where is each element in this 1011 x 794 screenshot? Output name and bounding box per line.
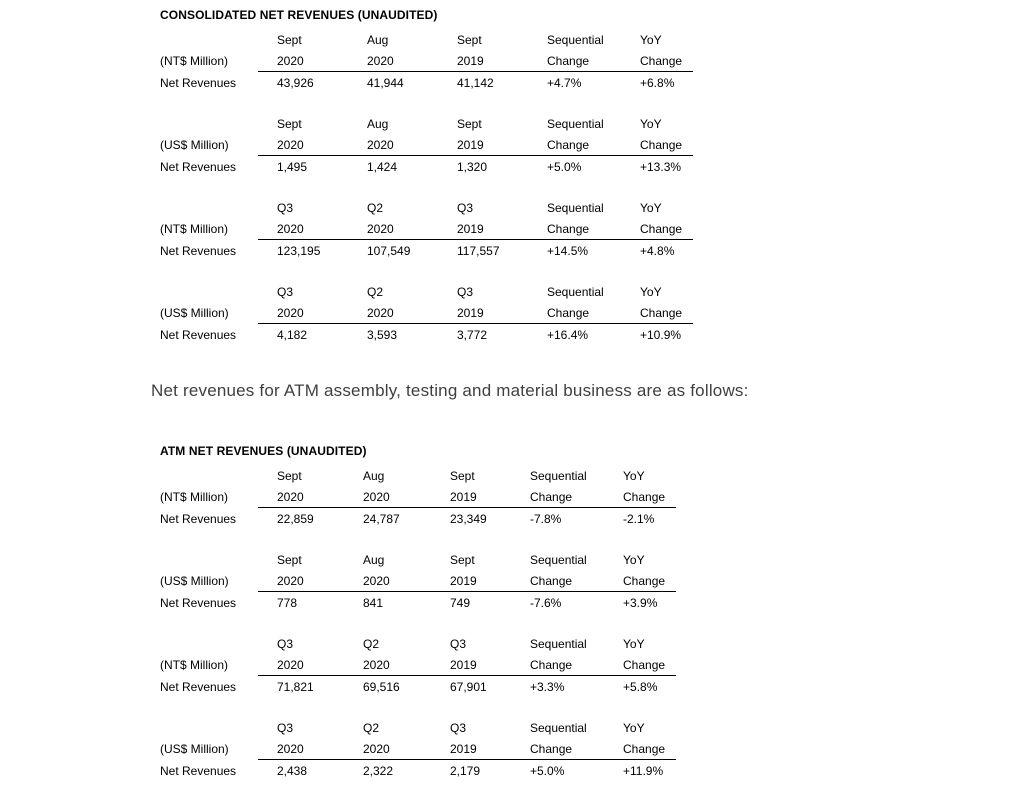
row-label-net-revenues: Net Revenues: [160, 511, 237, 526]
col-header-year: Change: [640, 302, 693, 324]
data-row: [160, 508, 676, 534]
col-header-period: YoY: [640, 200, 662, 215]
year-header-row: [160, 570, 676, 592]
year-header-row: [160, 738, 676, 760]
col-header-period: Sequential: [530, 468, 587, 483]
col-header-period: Q3: [457, 200, 474, 215]
row-label-net-revenues: Net Revenues: [160, 159, 237, 174]
net-revenues-value: 2,322: [363, 764, 394, 778]
col-header-period: Sept: [277, 32, 302, 47]
col-header-period: Q2: [367, 284, 384, 299]
col-header-period: Aug: [363, 468, 385, 483]
col-header-year: 2019: [457, 302, 547, 324]
col-header-period: YoY: [623, 720, 645, 735]
col-header-year: 2019: [457, 134, 547, 156]
net-revenues-value: 1,424: [367, 160, 398, 174]
col-header-year: 2019: [450, 654, 530, 676]
net-revenues-value: +4.8%: [640, 244, 675, 258]
row-label-net-revenues: Net Revenues: [160, 243, 237, 258]
unit-label: (NT$ Million): [160, 221, 229, 236]
row-label-net-revenues: Net Revenues: [160, 595, 237, 610]
col-header-year: 2020: [258, 486, 363, 508]
net-revenues-value: 4,182: [277, 328, 308, 342]
net-revenues-value: 749: [450, 596, 471, 610]
col-header-year: 2020: [363, 654, 450, 676]
net-revenues-value: 123,195: [277, 244, 321, 258]
net-revenues-value: 3,772: [457, 328, 488, 342]
net-revenues-value: 67,901: [450, 680, 487, 694]
revenue-subtable-us-monthly: [160, 549, 676, 617]
col-header-year: 2020: [258, 134, 367, 156]
period-header-row: [160, 29, 693, 50]
col-header-period: Aug: [367, 116, 389, 131]
col-header-year: Change: [530, 570, 623, 592]
net-revenues-value: 1,495: [277, 160, 308, 174]
revenue-subtable-us-monthly: [160, 113, 693, 181]
revenue-subtable-us-quarterly: [160, 281, 693, 349]
unit-label: (NT$ Million): [160, 53, 229, 68]
col-header-period: Q2: [363, 636, 380, 651]
col-header-year: Change: [547, 50, 640, 72]
period-header-row: [160, 281, 693, 302]
net-revenues-value: +3.3%: [530, 680, 565, 694]
year-header-row: [160, 302, 693, 324]
col-header-year: 2020: [258, 302, 367, 324]
col-header-year: Change: [640, 50, 693, 72]
year-header-row: [160, 218, 693, 240]
col-header-period: Q3: [277, 284, 294, 299]
col-header-period: Sequential: [547, 284, 604, 299]
section-title: ATM NET REVENUES (UNAUDITED): [160, 444, 367, 458]
col-header-year: 2020: [258, 570, 363, 592]
net-revenues-value: +5.0%: [530, 764, 565, 778]
section-consolidated: [160, 9, 1011, 349]
net-revenues-value: 69,516: [363, 680, 400, 694]
net-revenues-value: +11.9%: [623, 764, 664, 778]
col-header-year: Change: [547, 302, 640, 324]
col-header-year: 2020: [367, 50, 457, 72]
col-header-period: Q3: [450, 636, 467, 651]
col-header-period: Sept: [450, 468, 475, 483]
col-header-year: 2019: [457, 50, 547, 72]
col-header-year: Change: [623, 570, 676, 592]
col-header-period: Sequential: [547, 200, 604, 215]
intro-paragraph: Net revenues for ATM assembly, testing and material business are as follows:: [151, 381, 749, 400]
period-header-row: [160, 717, 676, 738]
row-label-net-revenues: Net Revenues: [160, 763, 237, 778]
net-revenues-value: -2.1%: [623, 512, 655, 526]
col-header-period: Aug: [363, 552, 385, 567]
period-header-row: [160, 633, 676, 654]
net-revenues-value: 23,349: [450, 512, 487, 526]
col-header-period: YoY: [623, 636, 645, 651]
col-header-year: Change: [547, 134, 640, 156]
revenue-subtable-us-quarterly: [160, 717, 676, 785]
col-header-year: 2020: [258, 738, 363, 760]
col-header-period: Sept: [277, 116, 302, 131]
unit-label: (US$ Million): [160, 741, 229, 756]
net-revenues-value: 41,944: [367, 76, 404, 90]
net-revenues-value: 2,438: [277, 764, 308, 778]
col-header-year: 2020: [363, 738, 450, 760]
col-header-period: Sequential: [547, 32, 604, 47]
col-header-year: 2019: [450, 486, 530, 508]
col-header-year: 2020: [363, 486, 450, 508]
section-title: CONSOLIDATED NET REVENUES (UNAUDITED): [160, 8, 438, 22]
unit-label: (US$ Million): [160, 137, 229, 152]
col-header-year: 2020: [258, 50, 367, 72]
revenue-subtable-nt-quarterly: [160, 197, 693, 265]
col-header-period: Sequential: [547, 116, 604, 131]
col-header-period: Q2: [363, 720, 380, 735]
unit-label: (US$ Million): [160, 573, 229, 588]
data-row: [160, 240, 693, 266]
col-header-period: YoY: [640, 32, 662, 47]
corner-spacer-cell: [160, 281, 258, 302]
col-header-year: Change: [530, 486, 623, 508]
period-header-row: [160, 113, 693, 134]
net-revenues-value: 778: [277, 596, 298, 610]
corner-spacer-cell: [160, 29, 258, 50]
data-row: [160, 592, 676, 618]
net-revenues-value: 41,142: [457, 76, 494, 90]
col-header-period: Q3: [457, 284, 474, 299]
col-header-year: Change: [640, 218, 693, 240]
year-header-row: [160, 654, 676, 676]
net-revenues-value: -7.6%: [530, 596, 562, 610]
data-row: [160, 72, 693, 98]
corner-spacer-cell: [160, 465, 258, 486]
unit-label: (US$ Million): [160, 305, 229, 320]
col-header-year: Change: [530, 654, 623, 676]
corner-spacer-cell: [160, 197, 258, 218]
net-revenues-value: 43,926: [277, 76, 314, 90]
net-revenues-value: 24,787: [363, 512, 400, 526]
corner-spacer-cell: [160, 633, 258, 654]
col-header-period: Sept: [277, 468, 302, 483]
corner-spacer-cell: [160, 717, 258, 738]
col-header-year: 2019: [450, 570, 530, 592]
net-revenues-value: +6.8%: [640, 76, 675, 90]
col-header-year: 2019: [457, 218, 547, 240]
unit-label: (NT$ Million): [160, 657, 229, 672]
corner-spacer-cell: [160, 549, 258, 570]
net-revenues-value: 71,821: [277, 680, 314, 694]
net-revenues-value: 841: [363, 596, 384, 610]
period-header-row: [160, 465, 676, 486]
net-revenues-value: 117,557: [457, 244, 500, 258]
net-revenues-value: +4.7%: [547, 76, 582, 90]
net-revenues-value: -7.8%: [530, 512, 562, 526]
col-header-period: YoY: [640, 116, 662, 131]
net-revenues-value: +10.9%: [640, 328, 682, 342]
net-revenues-value: 2,179: [450, 764, 481, 778]
col-header-year: 2020: [258, 654, 363, 676]
col-header-year: 2020: [258, 218, 367, 240]
col-header-period: Sept: [277, 552, 302, 567]
col-header-year: 2020: [367, 302, 457, 324]
col-header-period: Sept: [457, 116, 482, 131]
col-header-period: YoY: [623, 552, 645, 567]
year-header-row: [160, 134, 693, 156]
revenue-subtable-nt-monthly: [160, 465, 676, 533]
col-header-year: Change: [547, 218, 640, 240]
net-revenues-value: +5.0%: [547, 160, 582, 174]
col-header-year: 2020: [367, 218, 457, 240]
net-revenues-value: +16.4%: [547, 328, 589, 342]
col-header-period: Q3: [450, 720, 467, 735]
col-header-period: Sept: [457, 32, 482, 47]
col-header-year: Change: [623, 654, 676, 676]
year-header-row: [160, 486, 676, 508]
col-header-period: Sequential: [530, 636, 587, 651]
corner-spacer-cell: [160, 113, 258, 134]
row-label-net-revenues: Net Revenues: [160, 679, 237, 694]
year-header-row: [160, 50, 693, 72]
row-label-net-revenues: Net Revenues: [160, 75, 237, 90]
net-revenues-value: 22,859: [277, 512, 314, 526]
col-header-period: Sequential: [530, 552, 587, 567]
data-row: [160, 324, 693, 350]
net-revenues-value: 1,320: [457, 160, 488, 174]
period-header-row: [160, 197, 693, 218]
col-header-period: YoY: [623, 468, 645, 483]
col-header-period: Q3: [277, 636, 294, 651]
net-revenues-value: +3.9%: [623, 596, 658, 610]
data-row: [160, 760, 676, 786]
row-label-net-revenues: Net Revenues: [160, 327, 237, 342]
col-header-period: Aug: [367, 32, 389, 47]
unit-label: (NT$ Million): [160, 489, 229, 504]
col-header-year: Change: [530, 738, 623, 760]
col-header-year: Change: [623, 738, 676, 760]
col-header-period: Q3: [277, 720, 294, 735]
col-header-year: Change: [623, 486, 676, 508]
col-header-period: Q2: [367, 200, 384, 215]
col-header-period: Q3: [277, 200, 294, 215]
revenue-subtable-nt-monthly: [160, 29, 693, 97]
period-header-row: [160, 549, 676, 570]
col-header-year: 2020: [367, 134, 457, 156]
net-revenues-value: +13.3%: [640, 160, 682, 174]
net-revenues-value: 107,549: [367, 244, 411, 258]
revenue-subtable-nt-quarterly: [160, 633, 676, 701]
col-header-period: Sequential: [530, 720, 587, 735]
col-header-year: 2020: [363, 570, 450, 592]
section-atm: [160, 445, 1011, 785]
net-revenues-value: +5.8%: [623, 680, 658, 694]
col-header-year: 2019: [450, 738, 530, 760]
data-row: [160, 156, 693, 182]
data-row: [160, 676, 676, 702]
col-header-year: Change: [640, 134, 693, 156]
net-revenues-value: +14.5%: [547, 244, 589, 258]
col-header-period: Sept: [450, 552, 475, 567]
net-revenues-value: 3,593: [367, 328, 398, 342]
col-header-period: YoY: [640, 284, 662, 299]
